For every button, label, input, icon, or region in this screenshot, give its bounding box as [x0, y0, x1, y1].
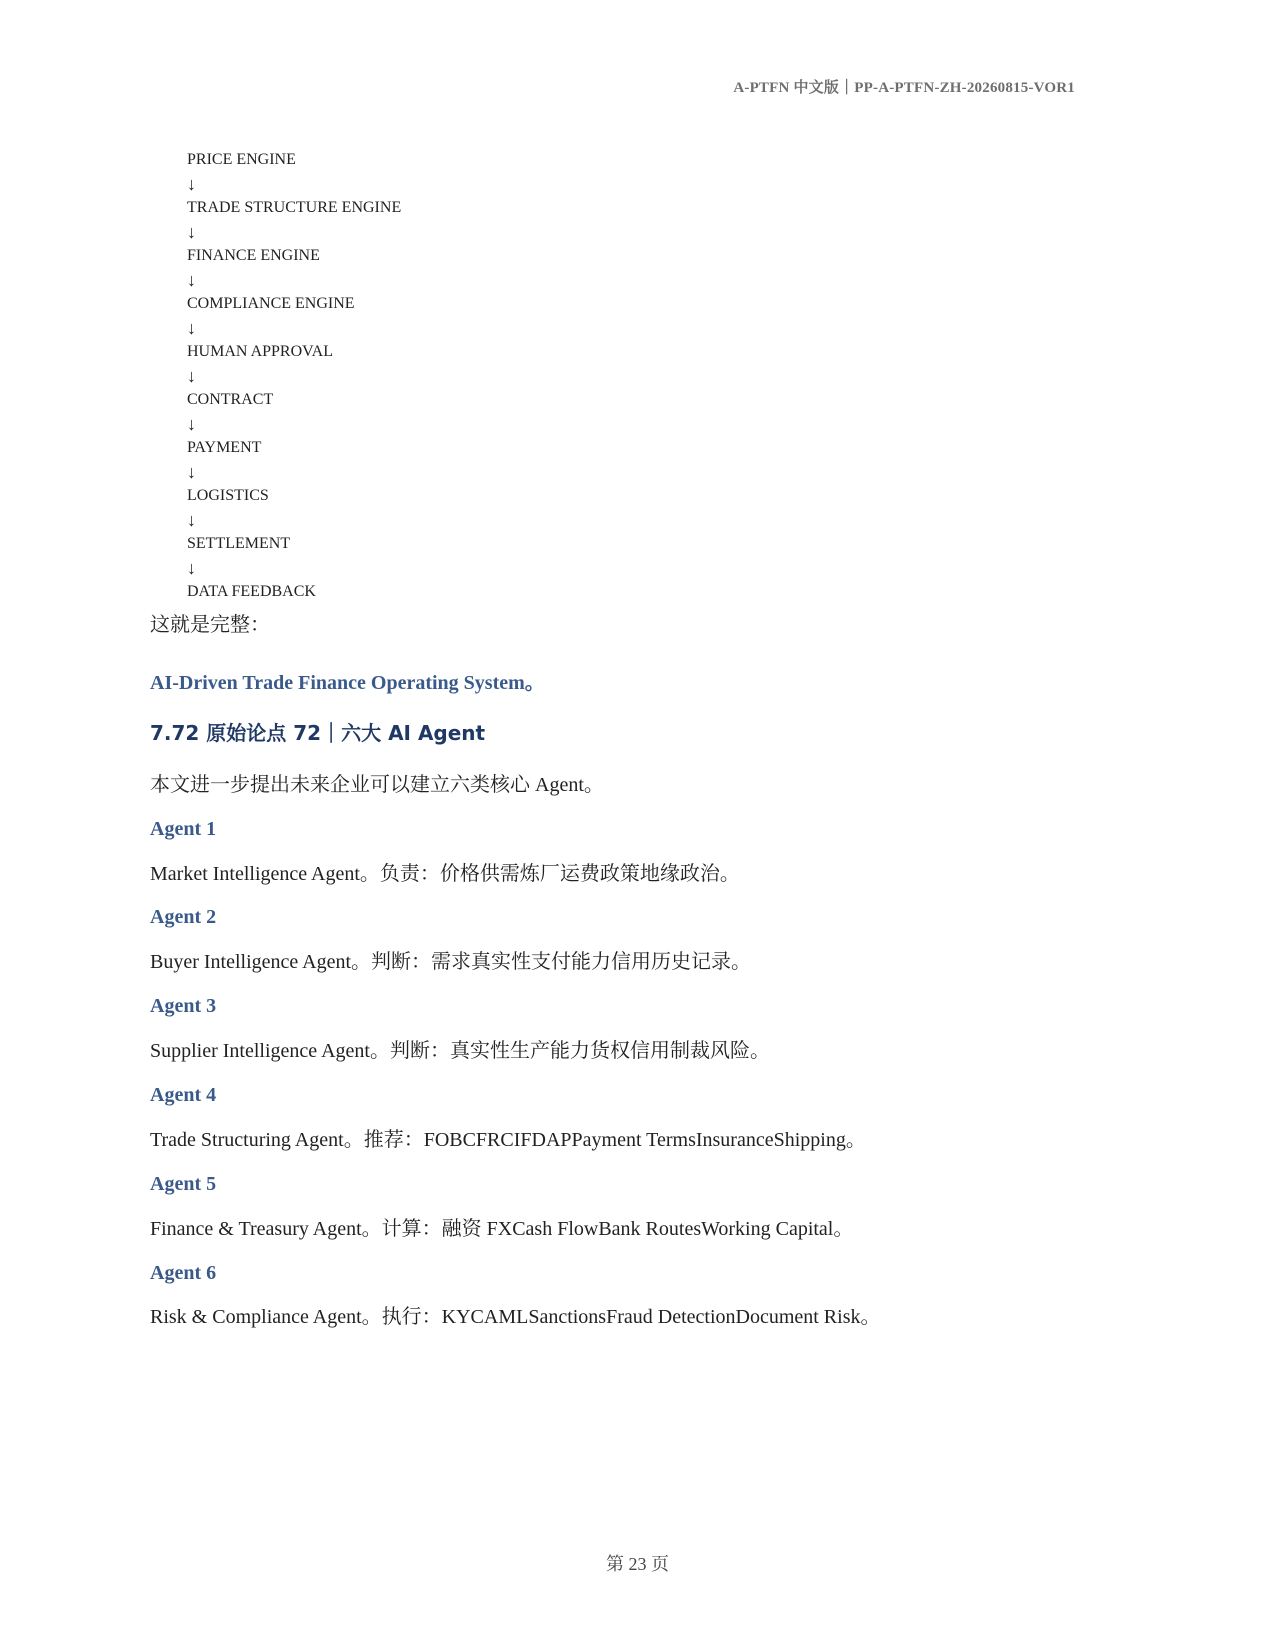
flow-step-payment: PAYMENT: [187, 439, 262, 456]
section-intro-paragraph: 本文进一步提出未来企业可以建立六类核心 Agent。: [150, 774, 604, 796]
document-header: A-PTFN 中文版｜PP-A-PTFN-ZH-20260815-VOR1: [733, 80, 1075, 96]
flow-step-contract: CONTRACT: [187, 391, 274, 408]
page-number: 第 23 页: [606, 1554, 669, 1574]
process-flow: [187, 148, 401, 604]
agent-5-description: Finance & Treasury Agent。计算：融资 FXCash FlowBank RoutesWorking Capital。: [150, 1218, 854, 1240]
down-arrow-icon: ↓: [187, 414, 196, 434]
agent-3-heading: Agent 3: [150, 995, 217, 1017]
flow-step-data-feedback: DATA FEEDBACK: [187, 583, 316, 600]
agent-1-heading: Agent 1: [150, 818, 217, 840]
flow-step-human-approval: HUMAN APPROVAL: [187, 343, 333, 360]
down-arrow-icon: ↓: [187, 270, 196, 290]
flow-step-compliance-engine: COMPLIANCE ENGINE: [187, 295, 355, 312]
flow-step-trade-structure-engine: TRADE STRUCTURE ENGINE: [187, 199, 402, 216]
agent-4-description: Trade Structuring Agent。推荐：FOBCFRCIFDAPPayment TermsInsuranceShipping。: [150, 1129, 866, 1151]
flow-step-finance-engine: FINANCE ENGINE: [187, 247, 320, 264]
emphasis-line: AI-Driven Trade Finance Operating System。: [150, 672, 545, 694]
intro-paragraph: 这就是完整：: [150, 614, 270, 636]
agent-6-description: Risk & Compliance Agent。执行：KYCAMLSanctionsFraud DetectionDocument Risk。: [150, 1306, 881, 1328]
flow-step-logistics: LOGISTICS: [187, 487, 269, 504]
agent-2-heading: Agent 2: [150, 906, 217, 928]
down-arrow-icon: ↓: [187, 510, 196, 530]
down-arrow-icon: ↓: [187, 174, 196, 194]
down-arrow-icon: ↓: [187, 318, 196, 338]
flow-step-price-engine: PRICE ENGINE: [187, 151, 296, 168]
down-arrow-icon: ↓: [187, 558, 196, 578]
down-arrow-icon: ↓: [187, 222, 196, 242]
section-heading: 7.72 原始论点 72｜六大 AI Agent: [150, 721, 486, 745]
agent-5-heading: Agent 5: [150, 1173, 217, 1195]
agent-6-heading: Agent 6: [150, 1262, 217, 1284]
agent-2-description: Buyer Intelligence Agent。判断：需求真实性支付能力信用历史记录。: [150, 951, 752, 973]
flow-step-settlement: SETTLEMENT: [187, 535, 291, 552]
down-arrow-icon: ↓: [187, 366, 196, 386]
down-arrow-icon: ↓: [187, 462, 196, 482]
agent-3-description: Supplier Intelligence Agent。判断：真实性生产能力货权信用制裁风险。: [150, 1040, 770, 1062]
agent-4-heading: Agent 4: [150, 1084, 217, 1106]
agent-1-description: Market Intelligence Agent。负责：价格供需炼厂运费政策地缘政治。: [150, 863, 740, 885]
